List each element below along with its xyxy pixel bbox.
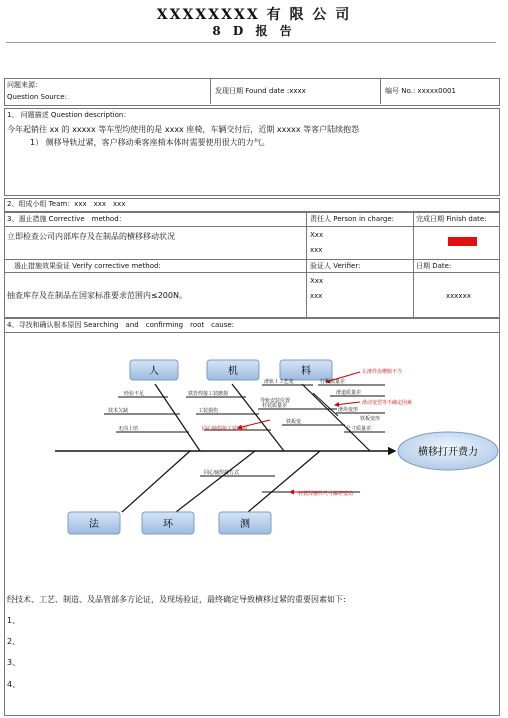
cause-label: 无岗上培	[118, 426, 139, 432]
cause-label: 铁板变形	[360, 416, 381, 422]
cause-label: 村装质量差	[262, 403, 288, 409]
date-value: xxxxxx	[446, 292, 471, 300]
svg-text:横移打开费力: 横移打开费力	[418, 447, 478, 458]
cause-label: 尺寸质量差	[346, 426, 372, 432]
verify-result: 抽查库存及在制品在国家标准要求范围内≤200N。	[7, 291, 187, 300]
cause-item-2: 2、	[7, 637, 21, 646]
svg-text:法: 法	[89, 519, 99, 530]
svg-text:测: 测	[240, 519, 250, 530]
finish-date-value: xxxxxx	[450, 237, 475, 245]
date-label: 日期 Date:	[416, 262, 452, 270]
person-2: xxx	[310, 246, 323, 254]
cause-label: 经验不足	[124, 391, 145, 397]
cause-label-red: 同心轴焊接工装磨损	[202, 426, 248, 432]
cause-label-red: 滑动变型等不确定因素	[362, 400, 413, 406]
cause-label: 滑轨 l 工艺变	[264, 379, 294, 385]
category-method	[68, 512, 120, 534]
cause-label: 铁管焊接工装磨损	[188, 391, 229, 397]
cause-item-3: 3、	[7, 658, 21, 667]
person-1: Xxx	[310, 231, 324, 239]
cause-label: 同心轴焊接方式	[204, 470, 240, 476]
report-number: 编号 No.: xxxxx0001	[385, 87, 456, 95]
bone-machine	[232, 384, 284, 451]
cause-label: 工装损伤	[198, 408, 219, 414]
svg-text:机: 机	[228, 366, 238, 377]
verifier-2: xxx	[310, 292, 323, 300]
category-measurement	[219, 512, 271, 534]
cause-label-red: 左滑件齿槽脱不当	[362, 369, 403, 375]
section3-title: 3、遏止措施 Corrective method：	[7, 215, 126, 223]
category-people	[130, 360, 178, 380]
cause-label: 导轨安装位置	[260, 398, 291, 404]
bone-environment	[176, 451, 255, 512]
svg-text:人: 人	[149, 366, 159, 377]
problem-line-2: 1） 侧移导轨过紧，客户移动乘客座椅本体时需要使用很大的力气。	[30, 138, 270, 147]
category-environment	[142, 512, 194, 534]
verifier-label: 验证人 Verifier:	[310, 262, 361, 270]
svg-text:环: 环	[163, 519, 173, 530]
category-machine	[207, 360, 259, 380]
cause-item-4: 4、	[7, 680, 21, 689]
fishbone-head	[398, 432, 498, 470]
cause-label: 滑块变形	[338, 407, 359, 413]
category-material	[280, 360, 332, 380]
finish-date-label: 完成日期 Finish date:	[416, 215, 487, 223]
cause-label: 铁板变	[286, 419, 302, 425]
section2-title: 2、组成小组 Team：xxx xxx xxx	[7, 200, 126, 208]
svg-text:料: 料	[301, 366, 311, 377]
verifier-1: Xxx	[310, 277, 324, 285]
conclusion-text: 经技术、工艺、制造、及品管部多方论证，及现场验证，最终确定导致横移过紧的重要因素如下:	[7, 595, 346, 604]
red-arrow	[335, 402, 360, 405]
bone-measurement	[248, 451, 320, 512]
company-title: XXXXXXXX 有 限 公 司	[156, 7, 352, 23]
cause-label: 技术欠缺	[108, 408, 129, 414]
cause-label-red: 村装焊接件尺寸偏差变动	[298, 491, 354, 497]
section4-title: 4、寻找和确认根本原因 Searching and confirming root cause:	[7, 321, 235, 329]
person-in-charge-label: 责任人 Person in charge:	[310, 215, 395, 223]
found-date: 发现日期 Found date :xxxx	[215, 87, 306, 95]
question-source-label-en: Question Source:	[7, 93, 67, 101]
bone-method	[122, 451, 190, 512]
verify-title: 遏止措施效果验证 Verify corrective method:	[14, 262, 161, 270]
cause-label: 行程质量差	[320, 379, 346, 385]
problem-line-1: 今年起销往 xx 的 xxxxx 等车型均使用的是 xxxx 座椅，车辆交付后，近期 xxxxx 等客户陆续抱怨	[7, 125, 360, 134]
cause-item-1: 1、	[7, 616, 21, 625]
cause-label: 滑道质量差	[336, 390, 362, 396]
section1-title: 1、 问题描述 Question description：	[7, 111, 131, 119]
corrective-action: 立即检查公司内部库存及在制品的横移移动状况	[7, 232, 175, 241]
report-title: 8 D 报 告	[212, 24, 296, 38]
question-source-label: 问题来源：	[7, 81, 42, 89]
